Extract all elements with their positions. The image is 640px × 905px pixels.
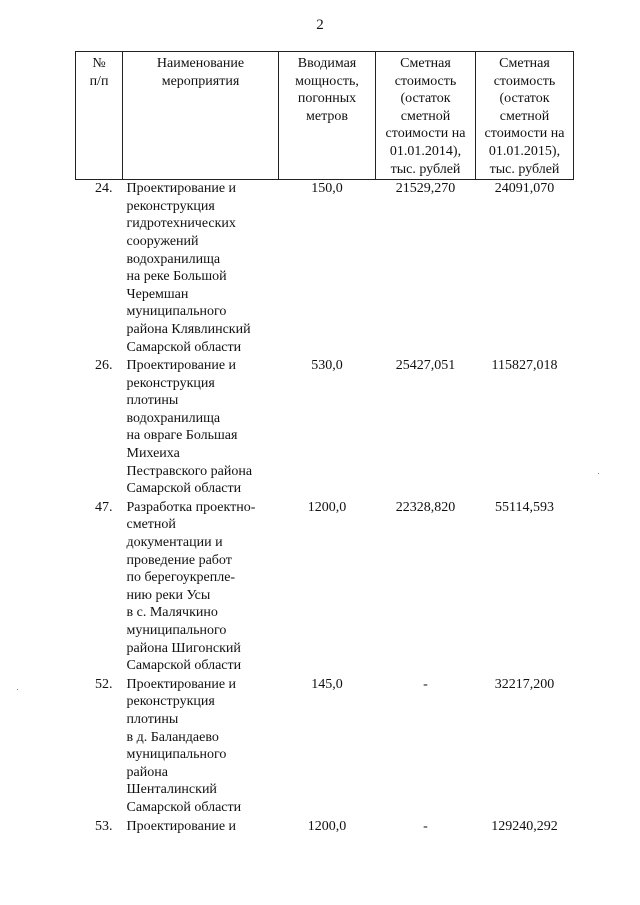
table-row <box>76 357 574 499</box>
row-cost-2014: - <box>423 818 428 834</box>
row-capacity: 1200,0 <box>307 499 347 515</box>
row-cost-2015: 24091,070 <box>494 181 555 197</box>
row-name: Разработка проектно- сметной документации и проведение работ по берегоукрепле- нию реки Усы в с. Малячкино муниципального района Шигонский Самарской области <box>126 499 256 674</box>
table-row <box>76 676 574 818</box>
measures-table <box>75 51 574 836</box>
row-name: Проектирование и реконструкция плотины водохранилища на овраге Большая Михеиха Пестравского района Самарской области <box>126 358 253 497</box>
table-row <box>76 499 574 676</box>
row-capacity: 145,0 <box>311 676 343 692</box>
row-cost-2015: 129240,292 <box>491 818 558 834</box>
row-name: Проектирование и реконструкция гидротехнических сооружений водохранилища на реке Большой Черемшан муниципального района Клявлинский Самарской области <box>126 181 251 355</box>
row-capacity: 150,0 <box>311 181 343 197</box>
row-number: 53. <box>95 818 113 834</box>
table-row <box>76 818 574 837</box>
measures-table-container <box>75 51 573 836</box>
row-number: 26. <box>95 358 113 374</box>
table-header-row <box>76 52 574 180</box>
row-cost-2014: 21529,270 <box>395 181 456 197</box>
row-name: Проектирование и <box>126 818 237 834</box>
header-cost-2014: Сметная стоимость (остаток сметной стоимости на 01.01.2014), тыс. рублей <box>376 52 476 180</box>
scan-speck <box>598 473 599 474</box>
row-name: Проектирование и реконструкция плотины в д. Баландаево муниципального района Шенталинский Самарской области <box>126 676 242 815</box>
header-name: Наименование мероприятия <box>123 52 279 180</box>
header-number: № п/п <box>76 52 123 180</box>
row-cost-2015: 115827,018 <box>491 358 558 374</box>
table-row <box>76 180 574 357</box>
row-number: 24. <box>95 181 113 197</box>
scan-speck <box>17 689 18 690</box>
row-cost-2014: 22328,820 <box>395 499 456 515</box>
row-cost-2014: 25427,051 <box>395 358 456 374</box>
page-number: 2 <box>316 17 324 33</box>
row-cost-2015: 55114,593 <box>495 499 554 515</box>
row-number: 52. <box>95 676 113 692</box>
header-capacity: Вводимая мощность, погонных метров <box>279 52 376 180</box>
header-cost-2015: Сметная стоимость (остаток сметной стоимости на 01.01.2015), тыс. рублей <box>476 52 574 180</box>
row-number: 47. <box>95 499 113 515</box>
row-capacity: 1200,0 <box>307 818 347 834</box>
row-cost-2014: - <box>423 676 428 692</box>
row-capacity: 530,0 <box>311 358 343 374</box>
row-cost-2015: 32217,200 <box>494 676 555 692</box>
